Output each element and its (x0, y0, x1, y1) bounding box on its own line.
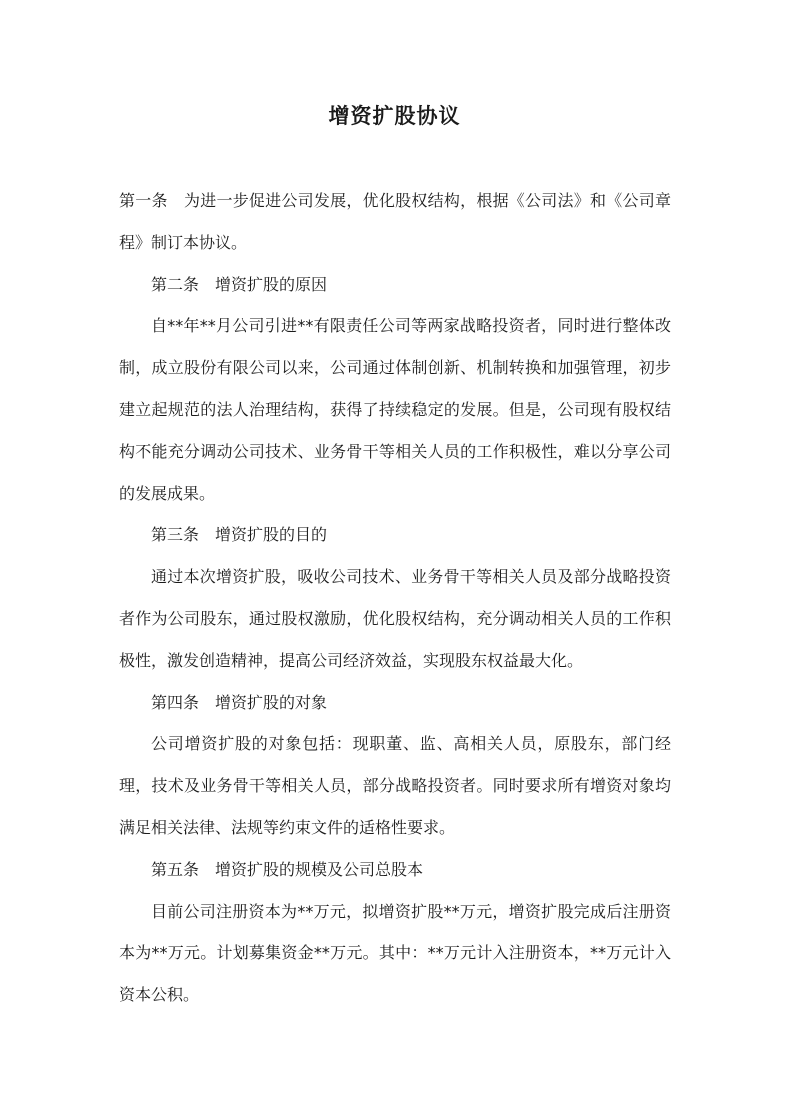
article-5-heading: 第五条 增资扩股的规模及公司总股本 (151, 859, 424, 879)
article-5-paragraph: 目前公司注册资本为**万元，拟增资扩股**万元，增资扩股完成后注册资本为**万元。计划募集资金**万元。其中：**万元计入注册资本，**万元计入资本公积。 (119, 901, 671, 1005)
document-body (119, 180, 671, 1016)
document-title: 增资扩股协议 (328, 103, 461, 128)
article-4-heading: 第四条 增资扩股的对象 (151, 692, 328, 712)
article-4-paragraph: 公司增资扩股的对象包括：现职董、监、高相关人员，原股东，部门经理，技术及业务骨干等相关人员，部分战略投资者。同时要求所有增资对象均满足相关法律、法规等约束文件的适格性要求。 (119, 734, 671, 837)
article-3-paragraph: 通过本次增资扩股，吸收公司技术、业务骨干等相关人员及部分战略投资者作为公司股东，通过股权激励，优化股权结构，充分调动相关人员的工作积极性，激发创造精神，提高公司经济效益，实现股东权益最大化。 (119, 567, 671, 670)
article-2-paragraph: 自**年**月公司引进**有限责任公司等两家战略投资者，同时进行整体改制，成立股份有限公司以来，公司通过体制创新、机制转换和加强管理，初步建立起规范的法人治理结构，获得了持续稳定的发展。但是，公司现有股权结构不能充分调动公司技术、业务骨干等相关人员的工作积极性，难以分享公司的发展成果。 (119, 316, 671, 503)
article-1-paragraph: 第一条 为进一步促进公司发展，优化股权结构，根据《公司法》和《公司章程》制订本协议。 (119, 191, 671, 252)
article-3-heading: 第三条 增资扩股的目的 (151, 525, 328, 545)
article-2-heading: 第二条 增资扩股的原因 (151, 274, 328, 294)
